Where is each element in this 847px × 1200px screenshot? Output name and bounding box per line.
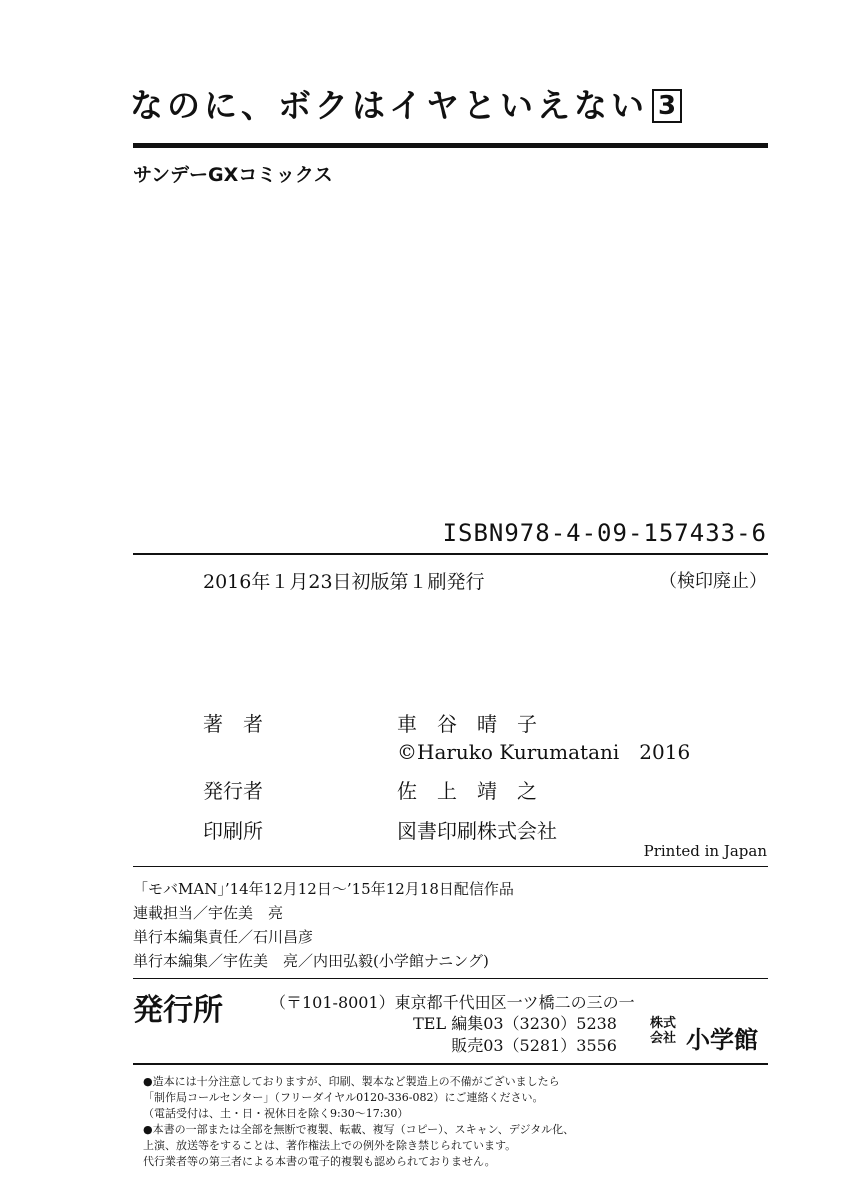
publisher-address: （〒101-8001）東京都千代田区一ツ橋二の三の一 — [270, 993, 635, 1012]
publisher-company-name: 小学館 — [686, 1026, 758, 1054]
footer-rule — [133, 1063, 768, 1065]
notes-rule — [133, 978, 768, 979]
book-editor-note: 単行本編集／宇佐美 亮／内田弘毅(小学館ナニング) — [133, 952, 489, 970]
publication-date: 2016年１月23日初版第１刷発行 — [203, 571, 485, 593]
serial-editor-note: 連載担当／宇佐美 亮 — [133, 904, 284, 922]
fine-print-line: 代行業者等の第三者による本書の電子的複製も認められておりません。 — [143, 1155, 496, 1168]
credits-rule — [133, 866, 768, 867]
publisher-label: 発行者 — [203, 779, 263, 803]
printer-label: 印刷所 — [203, 819, 263, 843]
serialization-note: 「モバMAN」’14年12月12日～’15年12月18日配信作品 — [133, 880, 514, 898]
copyright-line: ©Haruko Kurumatani 2016 — [397, 740, 691, 764]
book-title — [130, 80, 682, 127]
publisher-name: 佐 上 靖 之 — [397, 779, 537, 803]
volume-number-box: 3 — [652, 89, 682, 123]
publisher-office-heading: 発行所 — [133, 993, 223, 1028]
chief-editor-note: 単行本編集責任／石川昌彦 — [133, 928, 314, 946]
fine-print-line: 上演、放送等をすることは、著作権法上での例外を除き禁じられています。 — [143, 1139, 517, 1152]
printed-in-japan: Printed in Japan — [643, 842, 767, 860]
title-rule — [133, 143, 768, 148]
author-name: 車 谷 晴 子 — [397, 712, 537, 736]
book-title-text: なのに、ボクはイヤといえない — [130, 86, 648, 125]
kabushiki-kaisha-label: 株式 会社 — [650, 1016, 677, 1046]
fine-print-line: ●本書の一部または全部を無断で複製、転載、複写（コピー）、スキャン、デジタル化、 — [143, 1123, 575, 1136]
stamp-abolished-note: （検印廃止） — [659, 571, 767, 592]
editorial-phone: TEL 編集03（3230）5238 — [413, 1014, 617, 1033]
fine-print-line: 「制作局コールセンター」（フリーダイヤル0120-336-082）にご連絡ください。 — [143, 1091, 544, 1104]
sales-phone: 販売03（5281）3556 — [451, 1036, 617, 1055]
isbn: ISBN978-4-09-157433-6 — [442, 519, 767, 547]
fine-print-line: ●造本には十分注意しておりますが、印刷、製本など製造上の不備がございましたら — [143, 1075, 560, 1088]
series-name: サンデーGXコミックス — [133, 164, 333, 186]
fine-print-line: （電話受付は、土・日・祝休日を除く9:30～17:30） — [143, 1107, 409, 1120]
isbn-rule — [133, 553, 768, 555]
printer-name: 図書印刷株式会社 — [397, 819, 557, 843]
author-label: 著 者 — [203, 712, 263, 736]
